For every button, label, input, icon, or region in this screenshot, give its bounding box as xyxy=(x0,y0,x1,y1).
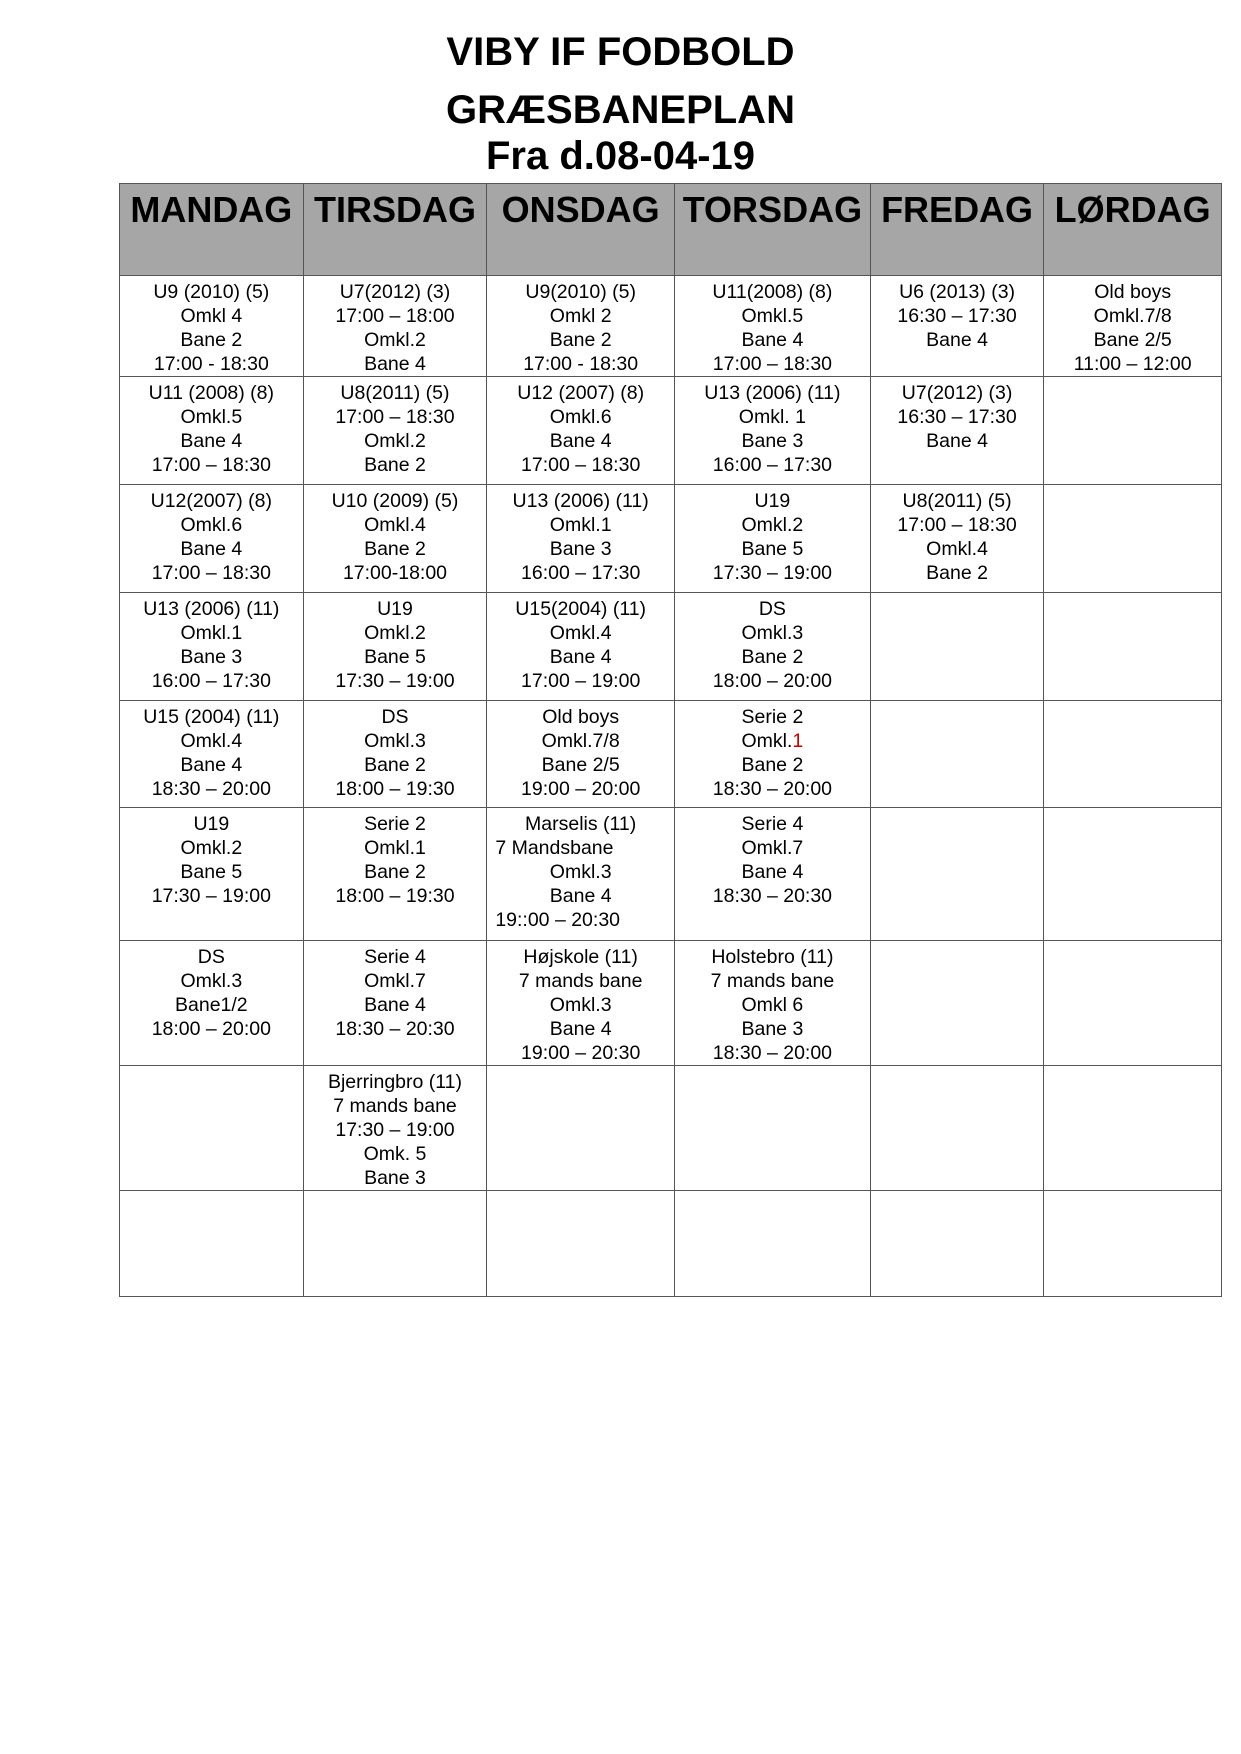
schedule-cell xyxy=(1044,701,1222,808)
club-title: VIBY IF FODBOLD xyxy=(446,30,795,74)
cell-line: Bane 2 xyxy=(364,538,426,560)
cell-line: U13 (2006) (11) xyxy=(143,598,280,620)
schedule-cell xyxy=(870,808,1044,941)
cell-line: Omkl.1 xyxy=(741,730,804,752)
cell-line: Omkl.3 xyxy=(549,994,612,1016)
cell-line: Bane 4 xyxy=(364,994,426,1016)
schedule-cell xyxy=(1044,276,1222,377)
cell-line: Omkl.4 xyxy=(180,730,243,752)
cell-line: 17:00 - 18:30 xyxy=(153,353,269,375)
schedule-cell xyxy=(487,593,675,701)
cell-line: Omkl.1 xyxy=(180,622,243,644)
cell-line: U8(2011) (5) xyxy=(340,382,450,404)
cell-line: U19 xyxy=(754,490,791,512)
cell-line: Bane 3 xyxy=(549,538,612,560)
cell-line: U15(2004) (11) xyxy=(515,598,647,620)
cell-line: Omk. 5 xyxy=(363,1143,427,1165)
cell-line: 17:00 - 18:30 xyxy=(523,353,639,375)
cell-line: 17:00 – 18:00 xyxy=(335,305,455,327)
day-header-onsdag: ONSDAG xyxy=(487,184,675,276)
cell-line: Bane 2/5 xyxy=(541,754,620,776)
cell-line: 16:00 – 17:30 xyxy=(151,670,271,692)
cell-line: U8(2011) (5) xyxy=(902,490,1012,512)
schedule-cell xyxy=(1044,808,1222,941)
cell-line: Bane 2 xyxy=(926,562,988,584)
cell-line: 19:00 – 20:30 xyxy=(521,1042,641,1064)
cell-line: U13 (2006) (11) xyxy=(704,382,841,404)
cell-line: Bane 4 xyxy=(549,1018,612,1040)
cell-line: Bane 4 xyxy=(926,329,988,351)
schedule-cell xyxy=(303,1191,487,1297)
cell-line: Bane 4 xyxy=(926,430,988,452)
day-header-torsdag: TORSDAG xyxy=(675,184,871,276)
cell-line: Bane 4 xyxy=(741,329,804,351)
schedule-cell xyxy=(487,701,675,808)
schedule-cell xyxy=(675,941,871,1066)
cell-line: Bane 4 xyxy=(549,885,612,907)
schedule-cell xyxy=(120,941,304,1066)
table-row xyxy=(120,941,1222,1066)
cell-line: Omkl.2 xyxy=(364,430,426,452)
cell-line: Omkl.2 xyxy=(741,514,804,536)
cell-line: Omkl.4 xyxy=(926,538,988,560)
table-row xyxy=(120,701,1222,808)
day-header-lørdag: LØRDAG xyxy=(1044,184,1222,276)
cell-line: Bane 4 xyxy=(549,646,612,668)
cell-line: 17:00 – 18:30 xyxy=(712,353,833,375)
valid-from-date: Fra d.08-04-19 xyxy=(485,134,756,178)
cell-line: Omkl.4 xyxy=(549,622,612,644)
cell-line: Bane 3 xyxy=(741,430,804,452)
cell-line: 16:30 – 17:30 xyxy=(897,406,1017,428)
cell-line: U13 (2006) (11) xyxy=(512,490,649,512)
cell-line: Bane 2 xyxy=(741,754,804,776)
cell-line: U7(2012) (3) xyxy=(339,281,451,303)
schedule-cell xyxy=(303,377,487,485)
schedule-cell xyxy=(675,701,871,808)
cell-line: 17:00 – 18:30 xyxy=(151,454,271,476)
cell-line: Bane 2 xyxy=(549,329,612,351)
schedule-cell xyxy=(487,941,675,1066)
cell-line: 17:00 – 18:30 xyxy=(897,514,1017,536)
cell-line: Bane 4 xyxy=(741,861,804,883)
cell-line: U7(2012) (3) xyxy=(901,382,1013,404)
cell-line: Bjerringbro (11) xyxy=(327,1071,462,1093)
cell-line: Bane 4 xyxy=(180,430,243,452)
cell-line: U12(2007) (8) xyxy=(150,490,273,512)
cell-line: Omkl.1 xyxy=(364,837,426,859)
cell-line: 16:00 – 17:30 xyxy=(712,454,833,476)
schedule-body xyxy=(120,276,1222,1297)
schedule-cell xyxy=(870,276,1044,377)
cell-line: 18:30 – 20:30 xyxy=(335,1018,455,1040)
cell-line: Omkl.7 xyxy=(364,970,426,992)
table-row xyxy=(120,593,1222,701)
cell-line: U12 (2007) (8) xyxy=(517,382,645,404)
cell-line: Bane 4 xyxy=(180,538,243,560)
cell-line: 18:00 – 19:30 xyxy=(335,885,455,907)
schedule-cell xyxy=(303,941,487,1066)
cell-line: Bane 4 xyxy=(180,754,243,776)
cell-line: U10 (2009) (5) xyxy=(331,490,459,512)
schedule-cell xyxy=(120,377,304,485)
schedule-cell xyxy=(870,941,1044,1066)
schedule-cell xyxy=(303,593,487,701)
cell-line: Bane 3 xyxy=(364,1167,426,1189)
cell-line: 11:00 – 12:00 xyxy=(1073,353,1192,375)
schedule-cell xyxy=(487,485,675,593)
schedule-cell xyxy=(1044,1191,1222,1297)
day-header-row xyxy=(120,184,1222,276)
cell-line: Serie 4 xyxy=(364,946,426,968)
schedule-cell xyxy=(120,1066,304,1191)
schedule-cell xyxy=(303,485,487,593)
cell-line: Omkl.7 xyxy=(741,837,804,859)
schedule-cell xyxy=(870,1066,1044,1191)
cell-line: Omkl 4 xyxy=(180,305,243,327)
schedule-cell xyxy=(675,276,871,377)
cell-line: 17:00 – 18:30 xyxy=(335,406,455,428)
schedule-cell xyxy=(487,276,675,377)
cell-line: Omkl 2 xyxy=(549,305,612,327)
schedule-cell xyxy=(675,1066,871,1191)
schedule-cell xyxy=(675,485,871,593)
cell-line: Old boys xyxy=(1094,281,1172,303)
cell-line: Bane 2 xyxy=(180,329,243,351)
cell-line: Bane 5 xyxy=(364,646,426,668)
cell-line: 17:00 – 18:30 xyxy=(151,562,271,584)
cell-line: 18:30 – 20:30 xyxy=(712,885,833,907)
cell-line: U19 xyxy=(193,813,230,835)
schedule-cell xyxy=(1044,1066,1222,1191)
cell-line: Omkl.6 xyxy=(180,514,243,536)
cell-line: Højskole (11) xyxy=(523,946,638,968)
table-row xyxy=(120,377,1222,485)
day-header-tirsdag: TIRSDAG xyxy=(303,184,487,276)
table-row xyxy=(120,1191,1222,1297)
cell-line: U15 (2004) (11) xyxy=(143,706,280,728)
schedule-cell xyxy=(1044,941,1222,1066)
cell-line: Omkl.4 xyxy=(364,514,426,536)
schedule-cell xyxy=(303,276,487,377)
schedule-cell xyxy=(120,1191,304,1297)
cell-line: Omkl.3 xyxy=(549,861,612,883)
cell-line: Bane 2 xyxy=(741,646,804,668)
cell-line: DS xyxy=(381,706,409,728)
cell-line: Omkl 6 xyxy=(741,994,804,1016)
cell-line: 16:30 – 17:30 xyxy=(897,305,1017,327)
schedule-cell xyxy=(120,485,304,593)
schedule-cell xyxy=(675,593,871,701)
cell-line: Bane 3 xyxy=(741,1018,804,1040)
cell-line: DS xyxy=(758,598,786,620)
table-row xyxy=(120,276,1222,377)
cell-line: Omkl.7/8 xyxy=(541,730,620,752)
schedule-cell xyxy=(303,701,487,808)
cell-line: Omkl.7/8 xyxy=(1093,305,1172,327)
cell-line: 18:30 – 20:00 xyxy=(712,1042,833,1064)
cell-line: Marselis (11) xyxy=(525,813,637,835)
cell-line: 7 mands bane xyxy=(333,1095,457,1117)
cell-line: 17:30 – 19:00 xyxy=(335,670,455,692)
schedule-cell xyxy=(303,1066,487,1191)
schedule-cell xyxy=(870,1191,1044,1297)
cell-line: 18:30 – 20:00 xyxy=(712,778,833,800)
cell-line: Bane 2 xyxy=(364,454,426,476)
cell-line: Bane1/2 xyxy=(175,994,248,1016)
cell-line: Bane 3 xyxy=(180,646,243,668)
cell-line: Omkl.3 xyxy=(364,730,426,752)
cell-line: 17:30 – 19:00 xyxy=(712,562,833,584)
cell-line: Omkl.3 xyxy=(180,970,243,992)
schedule-cell xyxy=(870,377,1044,485)
cell-line: Serie 2 xyxy=(741,706,804,728)
schedule-cell xyxy=(303,808,487,941)
schedule-cell xyxy=(1044,377,1222,485)
cell-line: Bane 2 xyxy=(364,754,426,776)
cell-line: 18:00 – 19:30 xyxy=(335,778,455,800)
cell-line: 17:00-18:00 xyxy=(342,562,448,584)
table-row xyxy=(120,1066,1222,1191)
cell-line: 18:00 – 20:00 xyxy=(712,670,833,692)
cell-line: Old boys xyxy=(542,706,620,728)
cell-line: Omkl.2 xyxy=(180,837,243,859)
schedule-cell xyxy=(675,377,871,485)
cell-line: Omkl. 1 xyxy=(738,406,806,428)
cell-line: U9 (2010) (5) xyxy=(153,281,270,303)
schedule-cell xyxy=(1044,485,1222,593)
cell-line: Bane 2/5 xyxy=(1093,329,1172,351)
cell-line: 17:30 – 19:00 xyxy=(151,885,271,907)
schedule-cell xyxy=(870,485,1044,593)
schedule-cell xyxy=(120,276,304,377)
cell-line: 17:00 – 18:30 xyxy=(521,454,641,476)
cell-line: 19:00 – 20:00 xyxy=(521,778,641,800)
cell-line: U6 (2013) (3) xyxy=(899,281,1016,303)
cell-line: Holstebro (11) xyxy=(711,946,834,968)
schedule-cell xyxy=(870,701,1044,808)
cell-line: 7 Mandsbane xyxy=(495,837,614,859)
cell-line: 18:30 – 20:00 xyxy=(151,778,271,800)
cell-line: Omkl.1 xyxy=(549,514,612,536)
cell-line: U19 xyxy=(377,598,413,620)
cell-line: Serie 4 xyxy=(741,813,804,835)
cell-line: Serie 2 xyxy=(364,813,426,835)
cell-line: Bane 5 xyxy=(180,861,243,883)
cell-line: 17:00 – 19:00 xyxy=(521,670,641,692)
cell-line: Omkl.6 xyxy=(549,406,612,428)
day-header-mandag: MANDAG xyxy=(120,184,304,276)
cell-line: U11 (2008) (8) xyxy=(148,382,275,404)
schedule-cell xyxy=(120,808,304,941)
cell-line: DS xyxy=(197,946,225,968)
cell-line: Bane 4 xyxy=(364,353,426,375)
cell-line: 16:00 – 17:30 xyxy=(521,562,641,584)
cell-line: 7 mands bane xyxy=(710,970,835,992)
cell-line: Omkl.5 xyxy=(180,406,243,428)
cell-line: Bane 2 xyxy=(364,861,426,883)
schedule-cell xyxy=(675,1191,871,1297)
cell-line: Omkl.2 xyxy=(364,622,426,644)
schedule-cell xyxy=(1044,593,1222,701)
schedule-cell xyxy=(675,808,871,941)
cell-line: U9(2010) (5) xyxy=(525,281,636,303)
cell-line: 17:30 – 19:00 xyxy=(335,1119,455,1141)
schedule-cell xyxy=(487,377,675,485)
cell-line: Bane 5 xyxy=(741,538,804,560)
table-row xyxy=(120,808,1222,941)
cell-line: Omkl.2 xyxy=(364,329,426,351)
cell-line: Omkl.3 xyxy=(741,622,804,644)
schedule-cell xyxy=(487,1066,675,1191)
cell-line: 18:00 – 20:00 xyxy=(151,1018,271,1040)
schedule-cell xyxy=(487,808,675,941)
table-row xyxy=(120,485,1222,593)
day-header-fredag: FREDAG xyxy=(870,184,1044,276)
schedule-cell xyxy=(120,593,304,701)
cell-line: Omkl.5 xyxy=(741,305,804,327)
cell-line: U11(2008) (8) xyxy=(712,281,833,303)
schedule-cell xyxy=(870,593,1044,701)
schedule-table xyxy=(119,183,1222,1297)
schedule-cell xyxy=(487,1191,675,1297)
cell-line: 19::00 – 20:30 xyxy=(495,909,621,931)
cell-line: 7 mands bane xyxy=(518,970,643,992)
cell-line: Bane 4 xyxy=(549,430,612,452)
plan-title: GRÆSBANEPLAN xyxy=(446,88,795,132)
schedule-cell xyxy=(120,701,304,808)
